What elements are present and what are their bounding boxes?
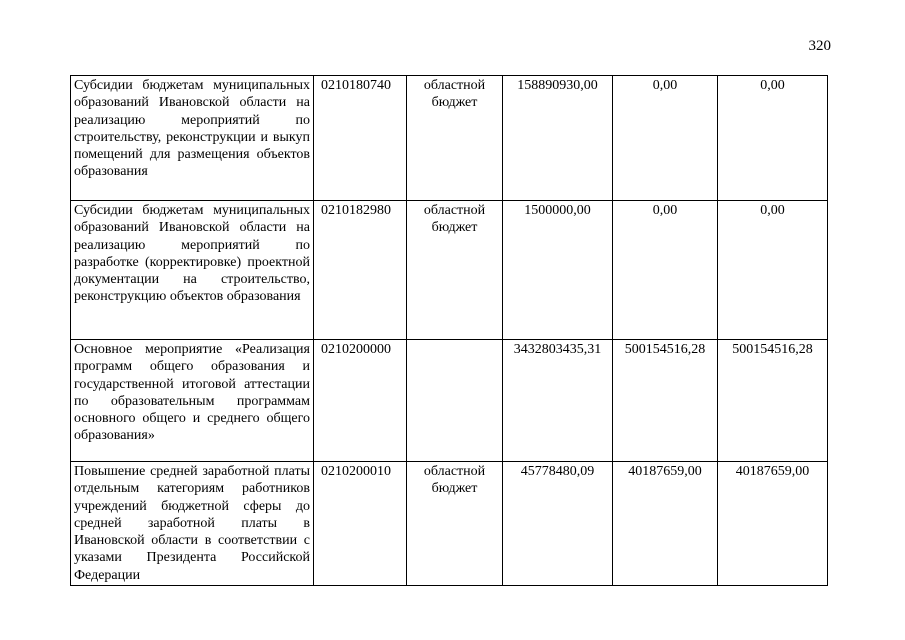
row-amount-1: 45778480,09 bbox=[503, 462, 613, 586]
budget-table bbox=[70, 75, 828, 586]
row-name: Субсидии бюджетам муниципальных образований Ивановской области на реализацию мероприятий по строительству, реконструкции и выкуп помещений для размещения объектов образования bbox=[71, 76, 314, 201]
row-amount-2: 40187659,00 bbox=[613, 462, 718, 586]
row-name: Субсидии бюджетам муниципальных образований Ивановской области на реализацию мероприятий по разработке (корректировке) проектной документации на строительство, реконструкцию объектов образования bbox=[71, 201, 314, 340]
row-amount-3: 0,00 bbox=[718, 201, 828, 340]
row-amount-3: 0,00 bbox=[718, 76, 828, 201]
row-source: областной бюджет bbox=[407, 201, 503, 340]
row-amount-1: 1500000,00 bbox=[503, 201, 613, 340]
row-name: Основное мероприятие «Реализация программ общего образования и государственной итоговой аттестации по образовательным программам основного общего и среднего общего образования» bbox=[71, 340, 314, 462]
table-row bbox=[71, 76, 828, 201]
page-number: 320 bbox=[808, 38, 831, 54]
row-amount-3: 500154516,28 bbox=[718, 340, 828, 462]
table-row bbox=[71, 462, 828, 586]
row-amount-3: 40187659,00 bbox=[718, 462, 828, 586]
table-row bbox=[71, 340, 828, 462]
row-amount-2: 0,00 bbox=[613, 76, 718, 201]
row-code: 0210180740 bbox=[314, 76, 407, 201]
table-row bbox=[71, 201, 828, 340]
row-code: 0210182980 bbox=[314, 201, 407, 340]
row-code: 0210200010 bbox=[314, 462, 407, 586]
row-amount-1: 3432803435,31 bbox=[503, 340, 613, 462]
row-amount-2: 500154516,28 bbox=[613, 340, 718, 462]
row-amount-2: 0,00 bbox=[613, 201, 718, 340]
row-code: 0210200000 bbox=[314, 340, 407, 462]
row-source: областной бюджет bbox=[407, 462, 503, 586]
row-name: Повышение средней заработной платы отдельным категориям работников учреждений бюджетной сферы до средней заработной платы в Ивановской области в соответствии с указами Президента Российской Федерации bbox=[71, 462, 314, 586]
row-amount-1: 158890930,00 bbox=[503, 76, 613, 201]
row-source bbox=[407, 340, 503, 462]
row-source: областной бюджет bbox=[407, 76, 503, 201]
